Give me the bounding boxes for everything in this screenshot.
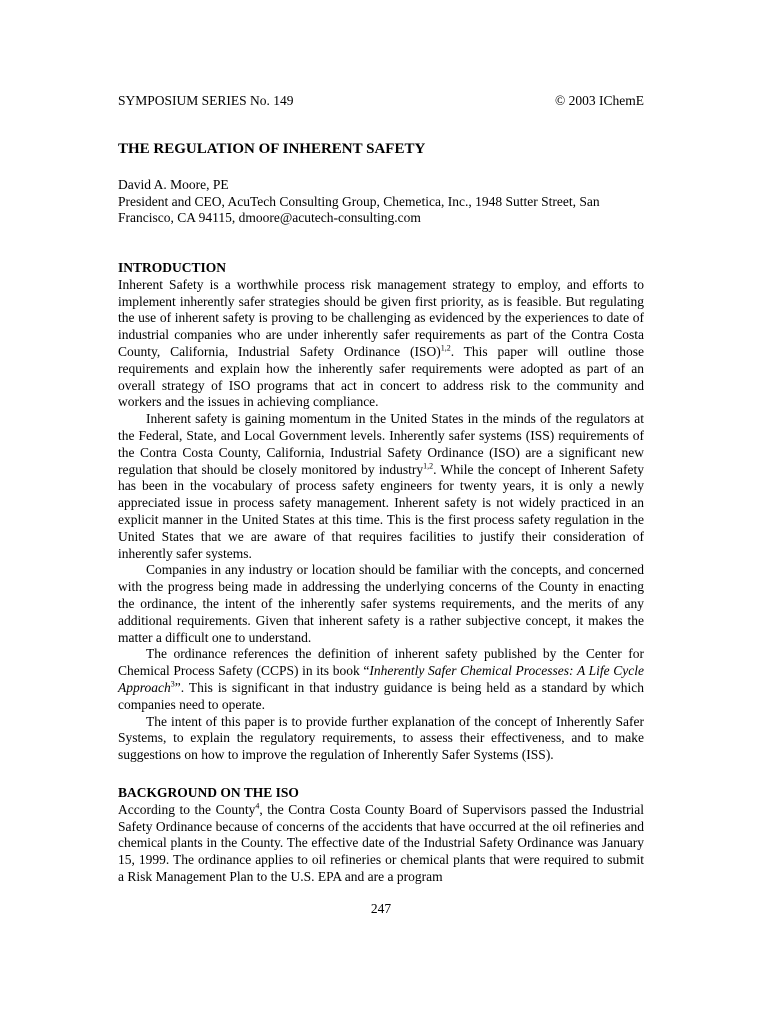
introduction-section <box>118 260 644 764</box>
background-heading: BACKGROUND ON THE ISO <box>118 785 299 800</box>
citation-superscript: 4 <box>255 801 260 811</box>
introduction-paragraph-4: The ordinance references the definition of inherent safety published by the Center for Chemical Process Safety (CCPS) in its book “Inherently Safer Chemical Processes: A Life Cycle Approach$^3$”. This is significant in that industry guidance is being held as a standard by which companies need to operate. <box>118 646 645 712</box>
author-name: David A. Moore, PE <box>118 177 229 192</box>
author-affiliation: President and CEO, AcuTech Consulting Group, Chemetica, Inc., 1948 Sutter Street, San Francisco, CA 94115, dmoore@acutech-consulting.com <box>118 193 600 225</box>
citation-superscript: 3 <box>170 679 175 689</box>
citation-superscript: 1,2 <box>440 343 451 353</box>
paper-title: THE REGULATION OF INHERENT SAFETY <box>118 141 426 157</box>
introduction-paragraph-3: Companies in any industry or location should be familiar with the concepts, and concerned with the progress being made in addressing the underlying concerns of the County in enacting the ordinance, the intent of the inherently safer systems requirements, and the merits of any additional requirements. Given that inherent safety is a rather subjective concept, it makes the matter a difficult one to understand. <box>118 562 644 645</box>
background-section <box>118 785 644 886</box>
introduction-heading: INTRODUCTION <box>118 260 227 275</box>
introduction-paragraph-5: The intent of this paper is to provide further explanation of the concept of Inherently Safer Systems, to explain the regulatory requirements, to assess their effectiveness, and to make suggestions on how to improve the regulation of Inherently Safer Systems (ISS). <box>118 713 644 763</box>
citation-superscript: 1,2 <box>423 461 434 471</box>
page-number: 247 <box>370 901 392 916</box>
symposium-series: SYMPOSIUM SERIES No. 149 <box>118 93 294 108</box>
introduction-paragraph-2: Inherent safety is gaining momentum in the United States in the minds of the regulators at the Federal, State, and Local Government levels. Inherently safer systems (ISS) requirements of the Contra Costa County, California, Industrial Safety Ordinance (ISO) are a significant new regulation that should be closely monitored by industry$^{1,2}$. While the concept of Inherent Safety has been in the vocabulary of process safety engineers for twenty years, it is only a newly appreciated issue in process safety management. Inherent safety is not widely practiced in an explicit manner in the United States at this time. This is the first process safety regulation in the United States that we are aware of that requires facilities to justify their consideration of inherently safer systems. <box>118 411 645 561</box>
background-paragraph-1: According to the County$^4$, the Contra Costa County Board of Supervisors passed the Industrial Safety Ordinance because of concerns of the accidents that have occurred at the oil refineries and chemical plants in the County. The effective date of the Industrial Safety Ordinance was January 15, 1999. The ordinance applies to oil refineries or chemical plants that were required to submit a Risk Management Plan to the U.S. EPA and are a program <box>118 801 645 884</box>
copyright-notice: © 2003 IChemE <box>555 93 644 108</box>
author-block <box>118 177 644 227</box>
book-title: Inherently Safer Chemical Processes: A Life Cycle Approach <box>118 663 645 695</box>
introduction-paragraph-1: Inherent Safety is a worthwhile process risk management strategy to employ, and efforts to implement inherently safer strategies should be given first priority, as is feasible. But regulating the use of inherent safety is proving to be challenging as evidenced by the experiences to date of industrial companies who are under inherently safer requirements as part of the Contra Costa County, California, Industrial Safety Ordinance (ISO)$^{1,2}$. This paper will outline those requirements and explain how the inherently safer requirements were adopted as part of an overall strategy of ISO programs that act in concert to address risk to the community and workers and the issues in achieving compliance. <box>118 276 644 410</box>
